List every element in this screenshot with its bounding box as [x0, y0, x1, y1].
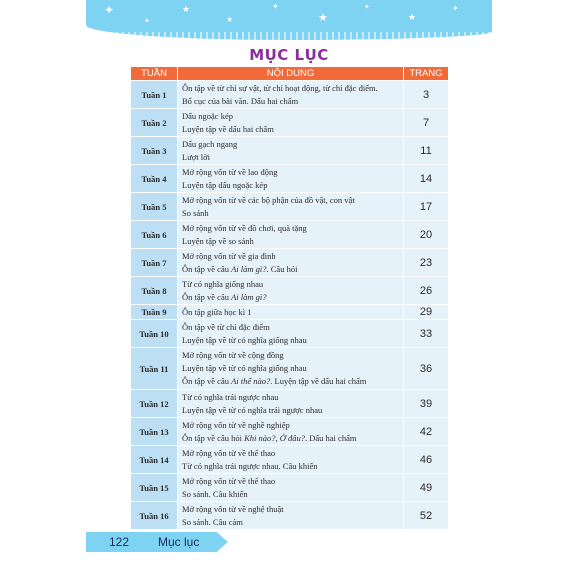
table-row	[131, 137, 449, 165]
star-icon: ✦	[452, 4, 459, 13]
content-cell	[178, 277, 404, 305]
page-cell: 3	[404, 81, 449, 109]
table-row	[131, 418, 449, 446]
page-cell: 20	[404, 221, 449, 249]
content-cell	[178, 418, 404, 446]
footer-banner	[86, 532, 228, 552]
content-cell	[178, 348, 404, 390]
content-line: Luyện tập về dấu hai chấm	[182, 123, 274, 134]
page-footer	[86, 532, 236, 552]
page-cell: 42	[404, 418, 449, 446]
content-line: Ôn tập về câu Ai làm gì?. Câu hỏi	[182, 263, 298, 274]
content-cell	[178, 320, 404, 348]
content-line: So sánh	[182, 207, 209, 218]
week-cell: Tuần 9	[131, 305, 178, 320]
content-cell	[178, 165, 404, 193]
content-cell	[178, 193, 404, 221]
page-cell: 23	[404, 249, 449, 277]
star-icon: ★	[226, 15, 234, 24]
content-line: Mở rộng vốn từ về đồ chơi, quà tặng	[182, 222, 307, 233]
content-line: Mở rộng vốn từ về thể thao	[182, 447, 276, 458]
page-cell: 39	[404, 390, 449, 418]
content-line: Luyện tập về từ có nghĩa giống nhau	[182, 334, 307, 345]
page-cell: 49	[404, 474, 449, 502]
content-cell	[178, 81, 404, 109]
table-body	[131, 81, 449, 530]
table-row	[131, 320, 449, 348]
page-cell: 14	[404, 165, 449, 193]
star-icon: ✦	[104, 3, 115, 17]
week-cell: Tuần 12	[131, 390, 178, 418]
page-number: 122	[109, 535, 130, 549]
table-row	[131, 109, 449, 137]
week-cell: Tuần 15	[131, 474, 178, 502]
page-title: MỤC LỤC	[249, 46, 329, 64]
week-cell: Tuần 4	[131, 165, 178, 193]
content-cell	[178, 137, 404, 165]
content-line: Từ có nghĩa trái ngược nhau. Câu khiến	[182, 460, 318, 471]
content-line: Dấu ngoặc kép	[182, 110, 233, 121]
content-line: Ôn tập về câu hỏi Khi nào?, Ở đâu?. Dấu hai chấm	[182, 432, 357, 443]
content-cell	[178, 109, 404, 137]
decorative-header-band	[86, 0, 492, 40]
week-cell: Tuần 10	[131, 320, 178, 348]
table-header-row	[131, 67, 449, 81]
content-line: Mở rộng vốn từ về thể thao	[182, 475, 276, 486]
content-line: Luyện tập về từ có nghĩa trái ngược nhau	[182, 404, 323, 415]
table-row	[131, 165, 449, 193]
week-cell: Tuần 16	[131, 502, 178, 530]
content-line: Mở rộng vốn từ về gia đình	[182, 250, 276, 261]
table-row	[131, 305, 449, 320]
content-line: Mở rộng vốn từ về cộng đồng	[182, 350, 284, 360]
content-line: Lượt lời	[182, 151, 210, 162]
content-line: Luyện tập về so sánh	[182, 235, 254, 246]
content-cell	[178, 474, 404, 502]
column-header-content: NỘI DUNG	[178, 67, 404, 81]
content-cell	[178, 305, 404, 320]
page-cell: 17	[404, 193, 449, 221]
week-cell: Tuần 8	[131, 277, 178, 305]
content-line: Luyện tập về từ có nghĩa giống nhau	[182, 363, 307, 373]
content-line: So sánh. Câu cảm	[182, 516, 243, 527]
star-icon: ★	[318, 11, 328, 24]
week-cell: Tuần 2	[131, 109, 178, 137]
table-row	[131, 221, 449, 249]
page-cell: 33	[404, 320, 449, 348]
content-line: Ôn tập về câu Ai làm gì?	[182, 291, 267, 302]
content-cell	[178, 446, 404, 474]
content-line: Mở rộng vốn từ về nghề nghiệp	[182, 419, 290, 430]
column-header-page: TRANG	[404, 67, 449, 81]
table-row	[131, 502, 449, 530]
page-cell: 29	[404, 305, 449, 320]
page-cell: 46	[404, 446, 449, 474]
content-cell	[178, 249, 404, 277]
page-cell: 36	[404, 348, 449, 390]
content-line: Luyện tập dấu ngoặc kép	[182, 179, 268, 190]
content-line: Từ có nghĩa giống nhau	[182, 278, 264, 289]
table-row	[131, 249, 449, 277]
content-cell	[178, 502, 404, 530]
content-line: Ôn tập về từ chỉ sự vật, từ chỉ hoạt động, từ chỉ đặc điểm.	[182, 82, 378, 93]
star-icon: ★	[408, 13, 417, 23]
page-cell: 11	[404, 137, 449, 165]
content-line: Ôn tập giữa học kì 1	[182, 306, 252, 317]
page-cell: 52	[404, 502, 449, 530]
content-line: Mở rộng vốn từ về các bộ phận của đồ vật, con vật	[182, 194, 355, 205]
week-cell: Tuần 7	[131, 249, 178, 277]
table-row	[131, 474, 449, 502]
column-header-week: TUẦN	[131, 67, 178, 81]
content-line: Mở rộng vốn từ về lao động	[182, 166, 278, 177]
content-line: Mở rộng vốn từ về nghệ thuật	[182, 503, 284, 514]
table-row	[131, 277, 449, 305]
page-cell: 26	[404, 277, 449, 305]
week-cell: Tuần 13	[131, 418, 178, 446]
content-line: Từ có nghĩa trái ngược nhau	[182, 391, 279, 402]
content-cell	[178, 390, 404, 418]
week-cell: Tuần 6	[131, 221, 178, 249]
week-cell: Tuần 5	[131, 193, 178, 221]
dotted-edge	[86, 32, 492, 40]
page-cell: 7	[404, 109, 449, 137]
week-cell: Tuần 3	[131, 137, 178, 165]
week-cell: Tuần 14	[131, 446, 178, 474]
content-cell	[178, 221, 404, 249]
table-row	[131, 81, 449, 109]
footer-label: Mục lục	[158, 535, 200, 549]
table-of-contents	[130, 66, 449, 530]
content-line: Bố cục của bài văn. Dấu hai chấm	[182, 95, 299, 106]
table-row	[131, 390, 449, 418]
star-icon: ✦	[272, 2, 279, 11]
content-line: So sánh. Câu khiến	[182, 488, 248, 499]
star-icon: ✦	[144, 17, 150, 25]
table-row	[131, 193, 449, 221]
week-cell: Tuần 1	[131, 81, 178, 109]
table-row	[131, 446, 449, 474]
table-row	[131, 348, 449, 390]
content-line: Ôn tập về câu Ai thế nào?. Luyện tập về dấu hai chấm	[182, 376, 367, 386]
week-cell: Tuần 11	[131, 348, 178, 390]
star-icon: ★	[182, 5, 191, 15]
star-icon: ✦	[364, 3, 370, 11]
content-line: Ôn tập về từ chỉ đặc điểm	[182, 321, 270, 332]
content-line: Dấu gạch ngang	[182, 138, 238, 149]
